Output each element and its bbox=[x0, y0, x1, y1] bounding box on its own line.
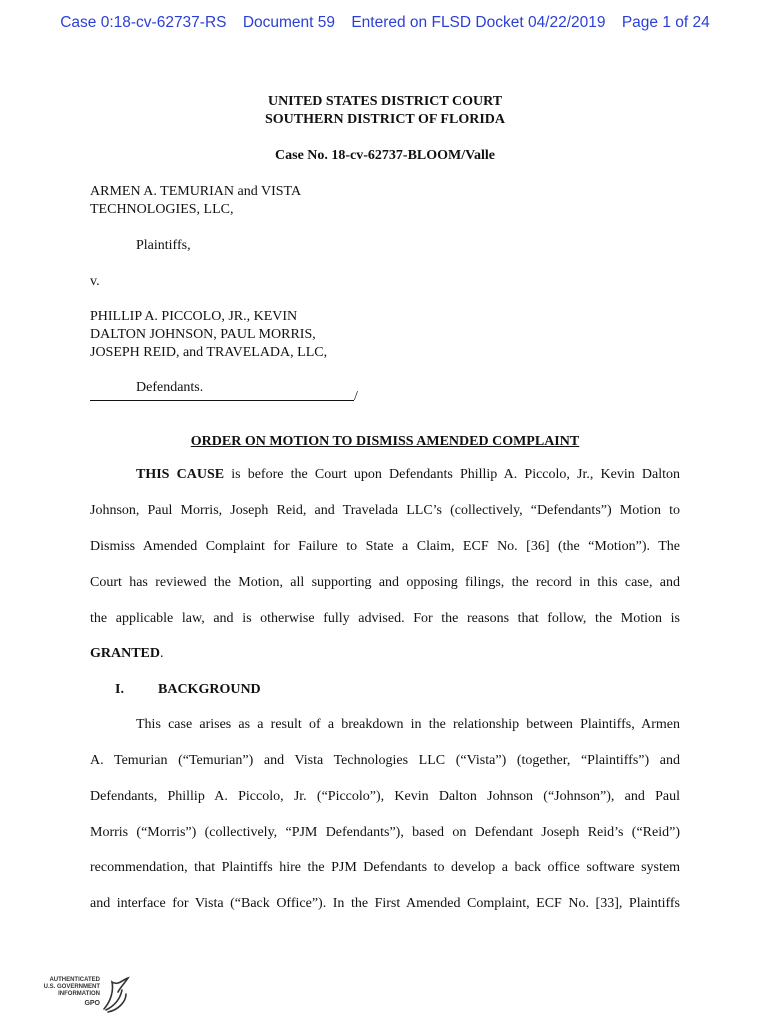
gpo-logo-line: U.S. GOVERNMENT bbox=[43, 984, 100, 990]
intro-line: Johnson, Paul Morris, Joseph Reid, and Travelada LLC’s (collectively, “Defendants”) Motion to bbox=[90, 503, 680, 518]
docket-page-number: Page 1 of 24 bbox=[621, 14, 710, 31]
defendants-name-line: DALTON JOHNSON, PAUL MORRIS, bbox=[90, 327, 316, 342]
plaintiffs-names bbox=[90, 183, 301, 219]
defendants-label: Defendants. bbox=[136, 380, 204, 395]
docket-entered: Entered on FLSD Docket 04/22/2019 bbox=[351, 14, 606, 31]
intro-last-line bbox=[90, 646, 680, 662]
defendants-name-line: JOSEPH REID, and TRAVELADA, LLC, bbox=[90, 345, 328, 360]
granted-period: . bbox=[160, 646, 164, 661]
versus: v. bbox=[90, 274, 100, 289]
docket-header bbox=[0, 14, 770, 32]
background-line: recommendation, that Plaintiffs hire the PJM Defendants to develop a back office software system bbox=[90, 860, 680, 875]
gpo-logo-line: AUTHENTICATED bbox=[49, 977, 100, 983]
plaintiffs-name-line: TECHNOLOGIES, LLC, bbox=[90, 202, 234, 217]
docket-case-number: Case 0:18-cv-62737-RS bbox=[60, 14, 227, 31]
granted-word: GRANTED bbox=[90, 646, 161, 661]
background-line: and interface for Vista (“Back Office”). In the First Amended Complaint, ECF No. [33], Plaintiffs bbox=[90, 896, 680, 911]
court-district: SOUTHERN DISTRICT OF FLORIDA bbox=[265, 112, 505, 127]
defendants-name-line: PHILLIP A. PICCOLO, JR., KEVIN bbox=[90, 309, 298, 324]
gpo-logo-line: GPO bbox=[84, 1000, 100, 1007]
plaintiffs-label: Plaintiffs, bbox=[136, 238, 191, 253]
caption-rule bbox=[90, 400, 354, 401]
background-line: Defendants, Phillip A. Piccolo, Jr. (“Piccolo”), Kevin Dalton Johnson (“Johnson”), and Paul bbox=[90, 789, 680, 804]
intro-line: Court has reviewed the Motion, all supporting and opposing filings, the record in this case, and bbox=[90, 575, 680, 590]
case-number: Case No. 18-cv-62737-BLOOM/Valle bbox=[275, 148, 495, 163]
gpo-eagle-icon bbox=[104, 978, 128, 1012]
background-line: This case arises as a result of a breakdown in the relationship between Plaintiffs, Armen bbox=[136, 717, 680, 732]
plaintiffs-name-line: ARMEN A. TEMURIAN and VISTA bbox=[90, 184, 302, 199]
background-line: Morris (“Morris”) (collectively, “PJM Defendants”), based on Defendant Joseph Reid’s (“Reid”) bbox=[90, 825, 680, 840]
intro-line-rest: is before the Court upon Defendants Phillip A. Piccolo, Jr., Kevin Dalton bbox=[224, 467, 681, 482]
court-name: UNITED STATES DISTRICT COURT bbox=[267, 94, 503, 109]
gpo-authentication-logo bbox=[40, 972, 132, 1014]
section-numeral: I. bbox=[115, 682, 124, 697]
background-line: A. Temurian (“Temurian”) and Vista Technologies LLC (“Vista”) (together, “Plaintiffs”) and bbox=[90, 753, 680, 768]
gpo-logo-line: INFORMATION bbox=[58, 991, 100, 997]
section-heading: BACKGROUND bbox=[158, 682, 261, 697]
this-cause-lead: THIS CAUSE bbox=[136, 467, 225, 482]
order-title: ORDER ON MOTION TO DISMISS AMENDED COMPLAINT bbox=[190, 434, 580, 449]
intro-line bbox=[136, 467, 680, 483]
intro-line: Dismiss Amended Complaint for Failure to State a Claim, ECF No. [36] (the “Motion”). The bbox=[90, 539, 680, 554]
intro-line: the applicable law, and is otherwise fully advised. For the reasons that follow, the Motion is bbox=[90, 611, 680, 626]
defendants-names bbox=[90, 308, 327, 362]
docket-document-number: Document 59 bbox=[242, 14, 336, 31]
caption-rule-slash: / bbox=[354, 389, 358, 404]
